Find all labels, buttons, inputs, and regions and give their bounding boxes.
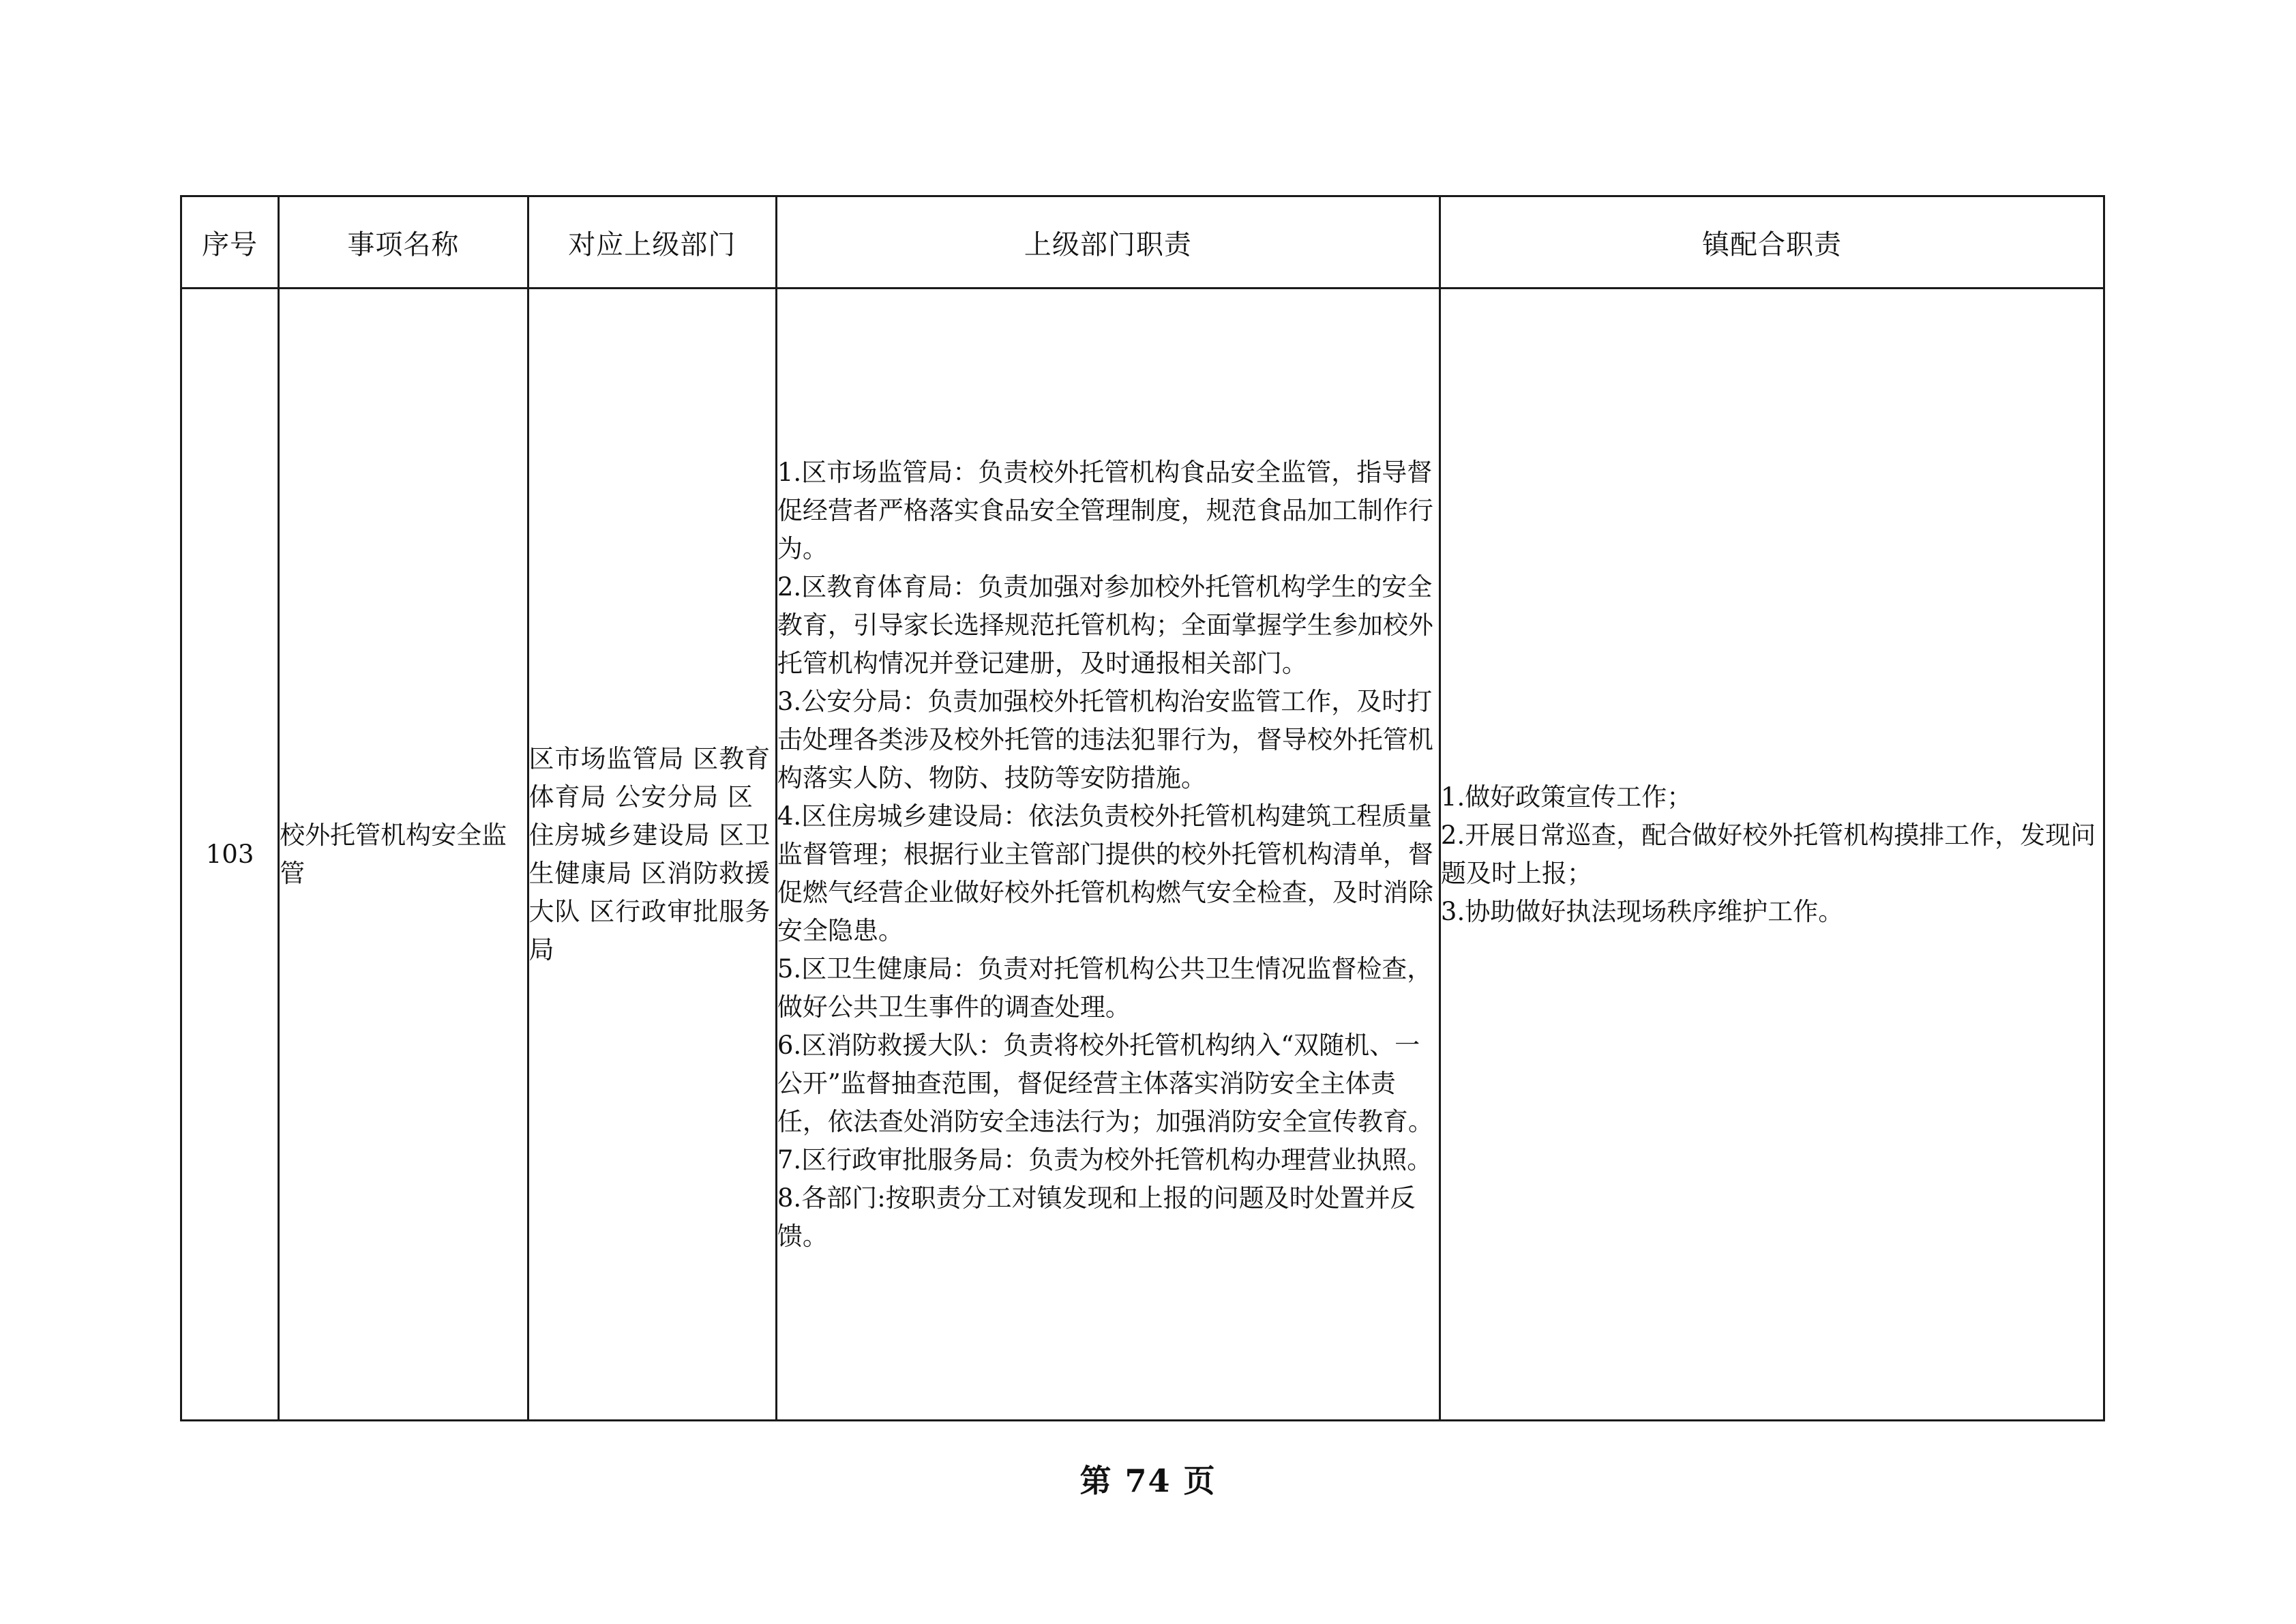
- duty-item: 1.区市场监管局：负责校外托管机构食品安全监管，指导督促经营者严格落实食品安全管理制度，规范食品加工制作行为。: [777, 457, 1433, 563]
- duty-item: 8.各部门:按职责分工对镇发现和上报的问题及时处置并反馈。: [777, 1183, 1416, 1251]
- department-cell: 区市场监管局 区教育体育局 公安分局 区住房城乡建设局 区卫生健康局 区消防救援大队 区行政审批服务局: [528, 289, 776, 1421]
- header-town-duties: 镇配合职责: [1440, 196, 2104, 289]
- town-duties-cell: [1440, 289, 2104, 1421]
- header-superior-department: 对应上级部门: [528, 196, 776, 289]
- table-row: [181, 289, 2104, 1421]
- duty-item: 6.区消防救援大队：负责将校外托管机构纳入“双随机、一公开”监督抽查范围，督促经营主体落实消防安全主体责任，依法查处消防安全违法行为；加强消防安全宣传教育。: [777, 1030, 1433, 1136]
- header-item-name: 事项名称: [279, 196, 528, 289]
- table-header-row: [181, 196, 2104, 289]
- header-serial-number: 序号: [181, 196, 279, 289]
- superior-duties-cell: [776, 289, 1440, 1421]
- duty-item: 3.公安分局：负责加强校外托管机构治安监管工作，及时打击处理各类涉及校外托管的违法犯罪行为，督导校外托管机构落实人防、物防、技防等安防措施。: [777, 686, 1433, 793]
- page-number: 第 74 页: [1079, 1462, 1217, 1499]
- town-duty-item: 2.开展日常巡查，配合做好校外托管机构摸排工作，发现问题及时上报；: [1440, 820, 2096, 888]
- duty-item: 2.区教育体育局：负责加强对参加校外托管机构学生的安全教育，引导家长选择规范托管机构；全面掌握学生参加校外托管机构情况并登记建册，及时通报相关部门。: [777, 572, 1433, 678]
- header-superior-duties: 上级部门职责: [776, 196, 1440, 289]
- duty-item: 5.区卫生健康局：负责对托管机构公共卫生情况监督检查，做好公共卫生事件的调查处理。: [777, 954, 1433, 1022]
- responsibility-table: [180, 195, 2105, 1421]
- item-name-cell: 校外托管机构安全监管: [279, 289, 528, 1421]
- town-duty-item: 3.协助做好执法现场秩序维护工作。: [1440, 896, 1844, 926]
- serial-number-cell: 103: [181, 289, 279, 1421]
- duty-item: 7.区行政审批服务局：负责为校外托管机构办理营业执照。: [777, 1145, 1433, 1175]
- duty-item: 4.区住房城乡建设局：依法负责校外托管机构建筑工程质量监督管理；根据行业主管部门提供的校外托管机构清单，督促燃气经营企业做好校外托管机构燃气安全检查，及时消除安全隐患。: [777, 801, 1433, 945]
- town-duty-item: 1.做好政策宣传工作；: [1440, 782, 1693, 812]
